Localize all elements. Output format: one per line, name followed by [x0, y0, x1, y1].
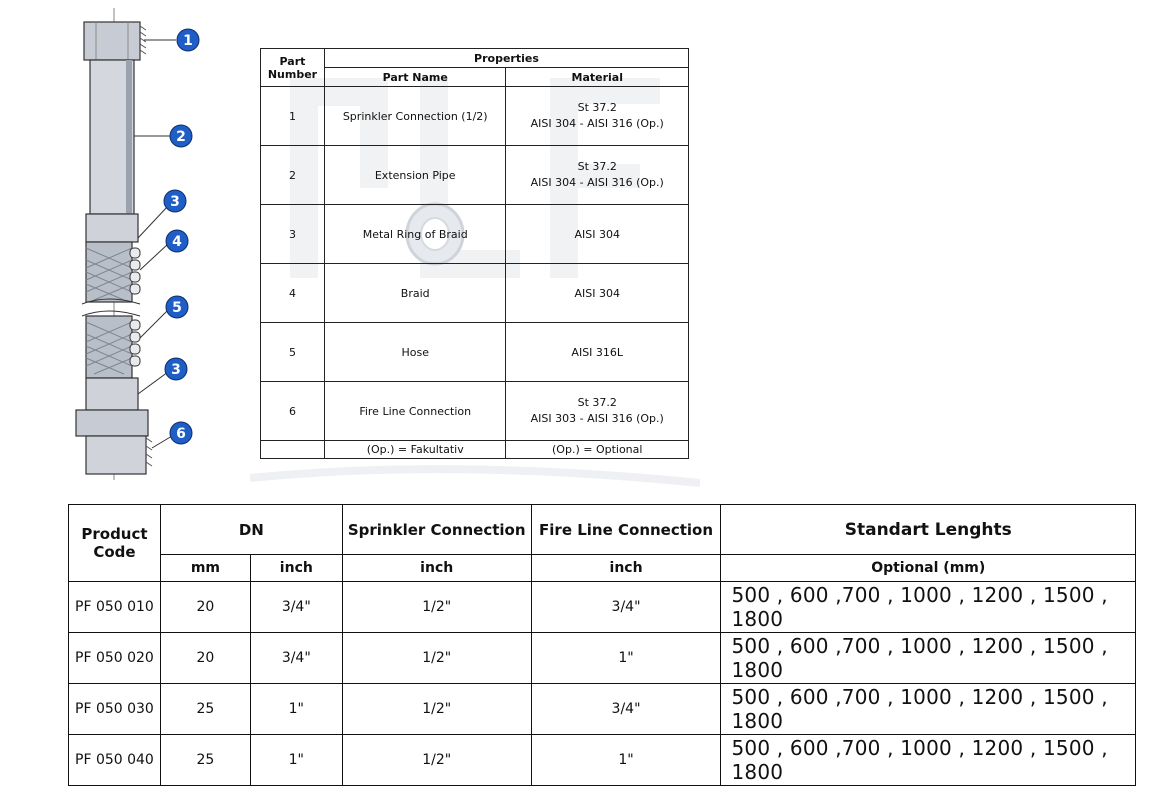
part-number: 3 [261, 205, 325, 264]
part-material: AISI 304 [506, 205, 689, 264]
parts-table [260, 48, 689, 459]
svg-text:3: 3 [171, 362, 181, 378]
table-row [69, 582, 1136, 633]
dn-header: DN [160, 505, 342, 555]
standard-lengths: 500 , 600 ,700 , 1000 , 1200 , 1500 , 1800 [721, 684, 1136, 735]
sprinkler-inch: 1/2" [342, 633, 531, 684]
svg-text:4: 4 [172, 234, 182, 250]
hose-assembly-illustration [68, 8, 228, 480]
callout-3-top [164, 190, 186, 212]
sprinkler-inch: 1/2" [342, 582, 531, 633]
dn-inch: 3/4" [250, 582, 342, 633]
part-name: Extension Pipe [324, 146, 506, 205]
dn-inch: 1" [250, 684, 342, 735]
product-code: PF 050 040 [69, 735, 161, 786]
part-number: 5 [261, 323, 325, 382]
part-name: Braid [324, 264, 506, 323]
part-material: AISI 316L [506, 323, 689, 382]
fireline-inch: 3/4" [531, 684, 721, 735]
standart-lengths-header: Standart Lenghts [721, 505, 1136, 555]
standard-lengths: 500 , 600 ,700 , 1000 , 1200 , 1500 , 1800 [721, 735, 1136, 786]
dn-mm: 25 [160, 735, 250, 786]
footer-note-material: (Op.) = Optional [506, 441, 689, 459]
part-name: Sprinkler Connection (1/2) [324, 87, 506, 146]
dn-inch: 3/4" [250, 633, 342, 684]
fireline-inch: 1" [531, 633, 721, 684]
product-table [68, 504, 1136, 786]
callout-3-bottom [165, 358, 187, 380]
part-material: St 37.2 AISI 304 - AISI 316 (Op.) [506, 87, 689, 146]
material-header: Material [506, 68, 689, 87]
callout-4 [166, 230, 188, 252]
part-name: Fire Line Connection [324, 382, 506, 441]
sprinkler-inch: 1/2" [342, 735, 531, 786]
svg-text:1: 1 [183, 33, 193, 49]
callout-2 [170, 125, 192, 147]
part-material: St 37.2 AISI 304 - AISI 316 (Op.) [506, 146, 689, 205]
dn-inch: 1" [250, 735, 342, 786]
part-name: Hose [324, 323, 506, 382]
svg-text:3: 3 [170, 194, 180, 210]
properties-header: Properties [324, 49, 688, 68]
sprinkler-inch: 1/2" [342, 684, 531, 735]
standard-lengths: 500 , 600 ,700 , 1000 , 1200 , 1500 , 1800 [721, 633, 1136, 684]
product-code: PF 050 010 [69, 582, 161, 633]
part-number: 4 [261, 264, 325, 323]
svg-text:2: 2 [176, 129, 186, 145]
table-row [261, 146, 689, 205]
part-number: 1 [261, 87, 325, 146]
product-code: PF 050 030 [69, 684, 161, 735]
fireline-inch: 3/4" [531, 582, 721, 633]
part-number: 2 [261, 146, 325, 205]
optional-mm-subheader: Optional (mm) [721, 555, 1136, 582]
table-row [261, 87, 689, 146]
callout-1 [177, 29, 199, 51]
table-row [69, 684, 1136, 735]
table-footer-row [261, 441, 689, 459]
table-row [69, 633, 1136, 684]
table-row [261, 323, 689, 382]
part-name: Metal Ring of Braid [324, 205, 506, 264]
footer-empty [261, 441, 325, 459]
sprinkler-connection-header: Sprinkler Connection [342, 505, 531, 555]
dn-mm: 20 [160, 633, 250, 684]
table-row [261, 264, 689, 323]
footer-note-name: (Op.) = Fakultativ [324, 441, 506, 459]
fireline-inch-subheader: inch [531, 555, 721, 582]
standard-lengths: 500 , 600 ,700 , 1000 , 1200 , 1500 , 1800 [721, 582, 1136, 633]
dn-mm: 20 [160, 582, 250, 633]
part-number: 6 [261, 382, 325, 441]
product-code-header: Product Code [69, 505, 161, 582]
part-material: St 37.2 AISI 303 - AISI 316 (Op.) [506, 382, 689, 441]
dn-inch-subheader: inch [250, 555, 342, 582]
callout-6 [170, 422, 192, 444]
table-row [261, 382, 689, 441]
sprinkler-inch-subheader: inch [342, 555, 531, 582]
dn-mm: 25 [160, 684, 250, 735]
fire-line-connection-header: Fire Line Connection [531, 505, 721, 555]
callout-5 [166, 296, 188, 318]
svg-text:6: 6 [176, 426, 186, 442]
dn-mm-subheader: mm [160, 555, 250, 582]
table-row [69, 735, 1136, 786]
fireline-inch: 1" [531, 735, 721, 786]
part-number-header: Part Number [261, 49, 325, 87]
table-row [261, 205, 689, 264]
part-name-header: Part Name [324, 68, 506, 87]
svg-text:5: 5 [172, 300, 182, 316]
product-code: PF 050 020 [69, 633, 161, 684]
part-material: AISI 304 [506, 264, 689, 323]
